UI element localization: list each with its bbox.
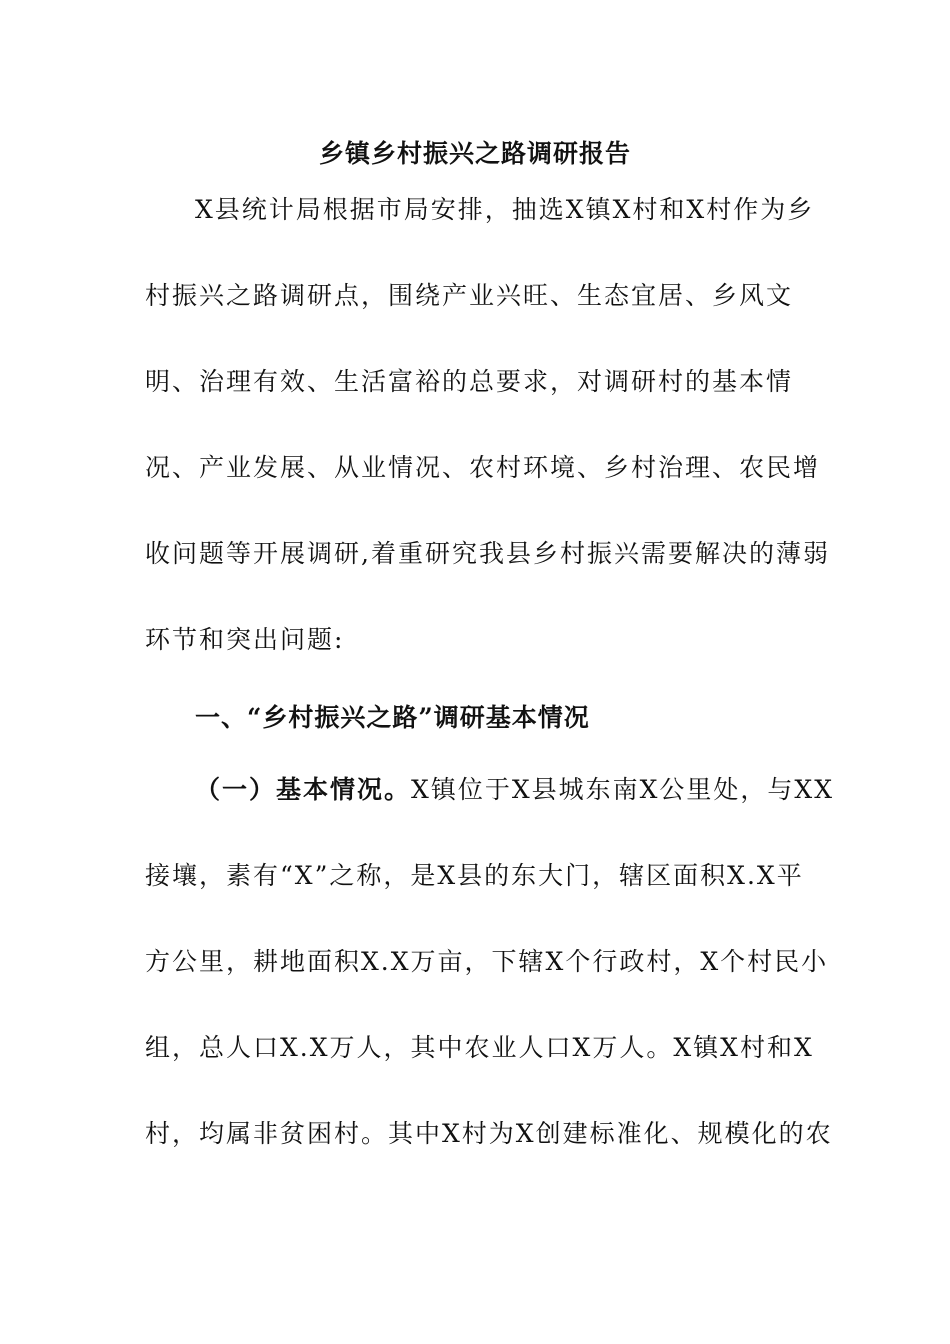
paragraph-line: 环节和突出问题:	[145, 625, 345, 654]
paragraph-line: X县统计局根据市局安排，抽选X镇X村和X村作为乡	[195, 195, 815, 224]
paragraph-line: 况、产业发展、从业情况、农村环境、乡村治理、农民增	[145, 453, 821, 482]
subsection-text: X镇位于X县城东南X公里处，与XX	[411, 775, 835, 804]
paragraph-line: 接壤，素有“X”之称，是X县的东大门，辖区面积X.X平	[145, 861, 804, 890]
paragraph-line: 组，总人口X.X万人，其中农业人口X万人。X镇X村和X	[145, 1033, 814, 1062]
paragraph-line: 明、治理有效、生活富裕的总要求，对调研村的基本情	[145, 367, 794, 396]
document-title: 乡镇乡村振兴之路调研报告	[318, 139, 631, 168]
subsection-label: （一）基本情况。	[195, 775, 412, 804]
paragraph-line: 方公里，耕地面积X.X万亩，下辖X个行政村，X个村民小	[145, 947, 829, 976]
paragraph-line: 村振兴之路调研点，围绕产业兴旺、生态宜居、乡风文	[145, 281, 794, 310]
paragraph-line: 收问题等开展调研,着重研究我县乡村振兴需要解决的薄弱	[145, 539, 830, 568]
paragraph-line: 村，均属非贫困村。其中X村为X创建标准化、规模化的农	[145, 1119, 833, 1148]
paragraph-line-first	[195, 772, 875, 808]
section-heading: 一、“乡村振兴之路”调研基本情况	[195, 703, 590, 732]
